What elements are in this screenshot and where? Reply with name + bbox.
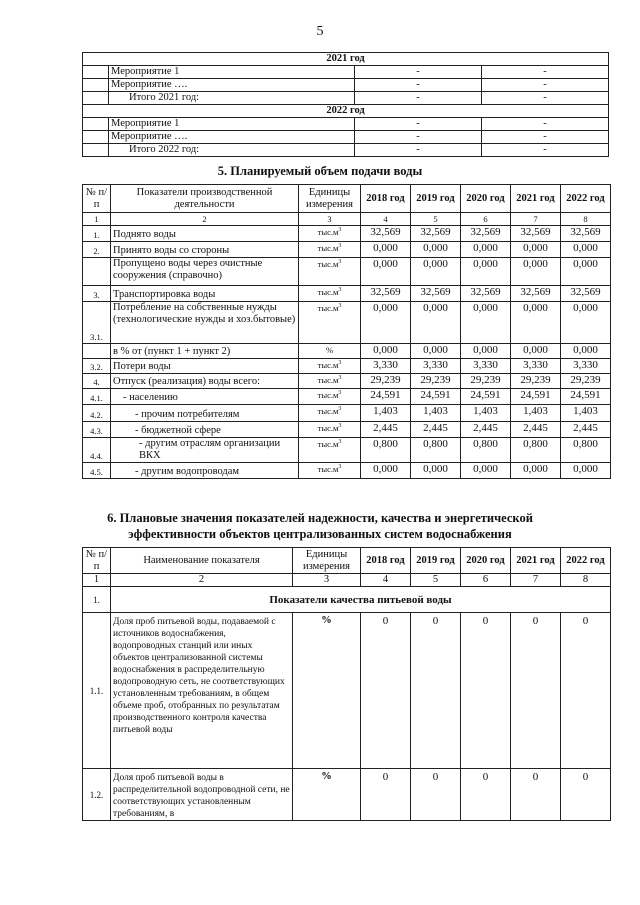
value-cell: 0,000 [411,302,461,344]
value-cell: 0,000 [461,302,511,344]
data-row [83,258,611,286]
measure-label: Мероприятие 1 [109,118,355,131]
row-label: Потребление на собственные нужды (технологические нужды и хоз.бытовые) [111,302,299,344]
unit-cell [299,258,361,286]
row-label: - бюджетной сфере [111,422,299,438]
row-label: - прочим потребителям [111,405,299,422]
unit-superscript: 3 [338,464,342,471]
value-cell: 3,330 [561,359,611,374]
column-number-row [83,574,611,587]
value-cell: 0,000 [461,463,511,479]
year-header-row [83,53,609,66]
unit-cell [299,359,361,374]
data-row [83,344,611,359]
column-number: 3 [293,574,361,587]
value-cell: 1,403 [511,405,561,422]
value-cell: 2,445 [561,422,611,438]
value-cell: 32,569 [411,286,461,302]
value-cell: 0,000 [561,302,611,344]
row-index: 4.3. [83,422,111,438]
unit-text: тыс.м [317,287,339,297]
measure-value: - [482,92,609,105]
data-row [83,438,611,463]
unit-cell [299,242,361,258]
measure-value: - [355,144,482,157]
row-index: 3. [83,286,111,302]
measure-value: - [355,131,482,144]
column-number-row [83,213,611,226]
unit-text: тыс.м [317,439,339,449]
value-cell: 29,239 [361,374,411,389]
measure-value: - [355,118,482,131]
value-cell: 0,000 [361,258,411,286]
year-header: 2022 год [83,105,609,118]
header-row [83,548,611,574]
unit-superscript: 3 [338,375,342,382]
unit-text: тыс.м [317,390,339,400]
row-label: Пропущено воды через очистные сооружения (справочно) [111,258,299,286]
column-number: 7 [511,574,561,587]
unit-superscript: 3 [338,227,342,234]
value-cell: 0,800 [461,438,511,463]
value-cell: 0,000 [461,344,511,359]
value-cell: 1,403 [461,405,511,422]
unit-text: тыс.м [317,227,339,237]
unit-cell [299,389,361,405]
unit-text: тыс.м [317,243,339,253]
value-cell: 24,591 [561,389,611,405]
unit-text: тыс.м [317,303,339,313]
value-cell: 0,000 [411,463,461,479]
section5-title: 5. Планируемый объем подачи воды [217,164,423,178]
row-index: 3.1. [83,302,111,344]
value-cell: 0,000 [561,242,611,258]
data-row [83,389,611,405]
data-row [83,359,611,374]
unit-superscript: 3 [338,243,342,250]
column-number: 2 [111,213,299,226]
unit-cell [299,405,361,422]
value-cell: 0,000 [511,258,561,286]
unit-text: тыс.м [317,406,339,416]
unit-text: тыс.м [317,375,339,385]
header-indicator: Показатели производственной деятельности [111,185,299,213]
measure-label: Итого 2022 год: [109,144,355,157]
row-label: Поднято воды [111,226,299,242]
measure-row [83,79,609,92]
row-label: Доля проб питьевой воды, подаваемой с источников водоснабжения, водопроводных станций или иных объектов централизованной системы водоснабжения в распределительную водопроводную сеть, не соответствующих установленным требованиям, в общем объеме проб, отобранных по результатам производственного контроля качества питьевой воды [111,613,293,769]
row-index: 3.2. [83,359,111,374]
value-cell: 0,000 [361,302,411,344]
value-cell: 3,330 [461,359,511,374]
data-row [83,226,611,242]
value-cell: 0,000 [561,258,611,286]
value-cell: 2,445 [411,422,461,438]
data-row [83,374,611,389]
value-cell: 32,569 [361,226,411,242]
header-year: 2019 год [411,548,461,574]
measure-row [83,131,609,144]
data-row [83,613,611,769]
value-cell: 2,445 [461,422,511,438]
row-index [83,258,111,286]
section6-title-line1: 6. Плановые значения показателей надежности, качества и энергетической [107,511,533,525]
unit-text: тыс.м [317,259,339,269]
column-number: 6 [461,574,511,587]
value-cell: 0,000 [561,463,611,479]
measure-row [83,66,609,79]
unit-superscript: 3 [338,259,342,266]
measure-label: Мероприятие 1 [109,66,355,79]
value-cell: 0,800 [411,438,461,463]
column-number: 6 [461,213,511,226]
measure-value: - [482,79,609,92]
value-cell: 0,800 [511,438,561,463]
value-cell: 1,403 [561,405,611,422]
value-cell: 0,000 [511,463,561,479]
value-cell: 3,330 [411,359,461,374]
measure-row [83,144,609,157]
value-cell: 29,239 [461,374,511,389]
header-year: 2020 год [461,548,511,574]
unit-cell: % [293,613,361,769]
row-label: в % от (пункт 1 + пункт 2) [111,344,299,359]
empty-cell [83,144,109,157]
header-year: 2022 год [561,185,611,213]
row-index [83,344,111,359]
value-cell: 0 [411,769,461,821]
column-number: 1 [83,574,111,587]
value-cell: 0 [511,769,561,821]
measure-label: Мероприятие …. [109,79,355,92]
value-cell: 0,800 [361,438,411,463]
header-year: 2021 год [511,185,561,213]
unit-text: тыс.м [317,360,339,370]
value-cell: 0 [411,613,461,769]
group-row [83,587,611,613]
header-year: 2021 год [511,548,561,574]
value-cell: 0,000 [461,258,511,286]
row-index: 4. [83,374,111,389]
value-cell: 0 [461,769,511,821]
value-cell: 32,569 [511,286,561,302]
value-cell: 0,000 [411,242,461,258]
value-cell: 32,569 [361,286,411,302]
empty-cell [83,131,109,144]
value-cell: 32,569 [511,226,561,242]
row-index: 4.2. [83,405,111,422]
data-row [83,769,611,821]
row-index: 4.4. [83,438,111,463]
unit-superscript: 3 [338,303,342,310]
data-row [83,302,611,344]
section6-title-line2: эффективности объектов централизованных систем водоснабжения [128,527,512,541]
row-index: 1.1. [83,613,111,769]
data-row [83,242,611,258]
value-cell: 0 [361,613,411,769]
measure-value: - [482,66,609,79]
value-cell: 32,569 [461,286,511,302]
header-year: 2020 год [461,185,511,213]
column-number: 5 [411,574,461,587]
empty-cell [83,79,109,92]
row-label: - другим отраслям организации ВКХ [111,438,299,463]
page-number: 5 [316,24,324,39]
group-label: Показатели качества питьевой воды [111,587,611,613]
unit-cell: % [293,769,361,821]
value-cell: 0,000 [361,242,411,258]
unit-cell [299,226,361,242]
value-cell: 2,445 [361,422,411,438]
unit-superscript: 3 [338,439,342,446]
header-row [83,185,611,213]
value-cell: 0,000 [561,344,611,359]
empty-cell [83,118,109,131]
unit-text: тыс.м [317,464,339,474]
unit-cell [299,422,361,438]
unit-text: тыс.м [317,423,339,433]
unit-cell [299,302,361,344]
row-index: 4.1. [83,389,111,405]
value-cell: 0 [461,613,511,769]
value-cell: 0,000 [461,242,511,258]
value-cell: 0 [561,613,611,769]
measure-value: - [355,79,482,92]
column-number: 4 [361,574,411,587]
header-num: № п/п [83,548,111,574]
value-cell: 0 [561,769,611,821]
value-cell: 32,569 [411,226,461,242]
data-row [83,405,611,422]
value-cell: 2,445 [511,422,561,438]
value-cell: 0,800 [561,438,611,463]
measure-row [83,92,609,105]
value-cell: 0,000 [511,302,561,344]
measure-label: Мероприятие …. [109,131,355,144]
unit-superscript: 3 [338,360,342,367]
unit-superscript: 3 [338,406,342,413]
measure-value: - [355,66,482,79]
year-header-row [83,105,609,118]
row-label: Принято воды со стороны [111,242,299,258]
value-cell: 24,591 [361,389,411,405]
column-number: 7 [511,213,561,226]
unit-cell [299,463,361,479]
data-row [83,422,611,438]
value-cell: 0,000 [361,344,411,359]
row-label: Потери воды [111,359,299,374]
value-cell: 29,239 [511,374,561,389]
value-cell: 0,000 [411,258,461,286]
value-cell: 29,239 [561,374,611,389]
measure-value: - [482,131,609,144]
measures-table [82,52,609,157]
header-indicator: Наименование показателя [111,548,293,574]
value-cell: 24,591 [411,389,461,405]
measure-value: - [482,144,609,157]
value-cell: 0 [361,769,411,821]
empty-cell [83,66,109,79]
value-cell: 0 [511,613,561,769]
column-number: 1 [83,213,111,226]
unit-cell: % [299,344,361,359]
header-year: 2022 год [561,548,611,574]
row-index: 1.2. [83,769,111,821]
header-year: 2019 год [411,185,461,213]
data-row [83,463,611,479]
row-label: - населению [111,389,299,405]
value-cell: 24,591 [461,389,511,405]
value-cell: 3,330 [511,359,561,374]
unit-superscript: 3 [338,423,342,430]
header-num: № п/п [83,185,111,213]
unit-superscript: 3 [338,390,342,397]
measure-value: - [355,92,482,105]
value-cell: 0,000 [511,242,561,258]
unit-cell [299,374,361,389]
row-label: Доля проб питьевой воды в распределительной водопроводной сети, не соответствующих установленным требованиям, в [111,769,293,821]
reliability-table [82,547,611,821]
column-number: 4 [361,213,411,226]
measure-row [83,118,609,131]
group-index: 1. [83,587,111,613]
value-cell: 3,330 [361,359,411,374]
header-year: 2018 год [361,185,411,213]
water-supply-table [82,184,611,479]
column-number: 8 [561,213,611,226]
column-number: 2 [111,574,293,587]
value-cell: 0,000 [511,344,561,359]
value-cell: 1,403 [361,405,411,422]
value-cell: 1,403 [411,405,461,422]
value-cell: 29,239 [411,374,461,389]
value-cell: 32,569 [561,286,611,302]
measure-label: Итого 2021 год: [109,92,355,105]
year-header: 2021 год [83,53,609,66]
column-number: 8 [561,574,611,587]
row-index: 1. [83,226,111,242]
row-label: Транспортировка воды [111,286,299,302]
row-label: - другим водопроводам [111,463,299,479]
unit-cell [299,438,361,463]
value-cell: 0,000 [411,344,461,359]
measure-value: - [482,118,609,131]
value-cell: 0,000 [361,463,411,479]
row-label: Отпуск (реализация) воды всего: [111,374,299,389]
header-year: 2018 год [361,548,411,574]
header-unit: Единицы измерения [293,548,361,574]
value-cell: 32,569 [461,226,511,242]
empty-cell [83,92,109,105]
unit-cell [299,286,361,302]
column-number: 5 [411,213,461,226]
header-unit: Единицы измерения [299,185,361,213]
data-row [83,286,611,302]
row-index: 4.5. [83,463,111,479]
row-index: 2. [83,242,111,258]
value-cell: 32,569 [561,226,611,242]
column-number: 3 [299,213,361,226]
value-cell: 24,591 [511,389,561,405]
unit-superscript: 3 [338,287,342,294]
